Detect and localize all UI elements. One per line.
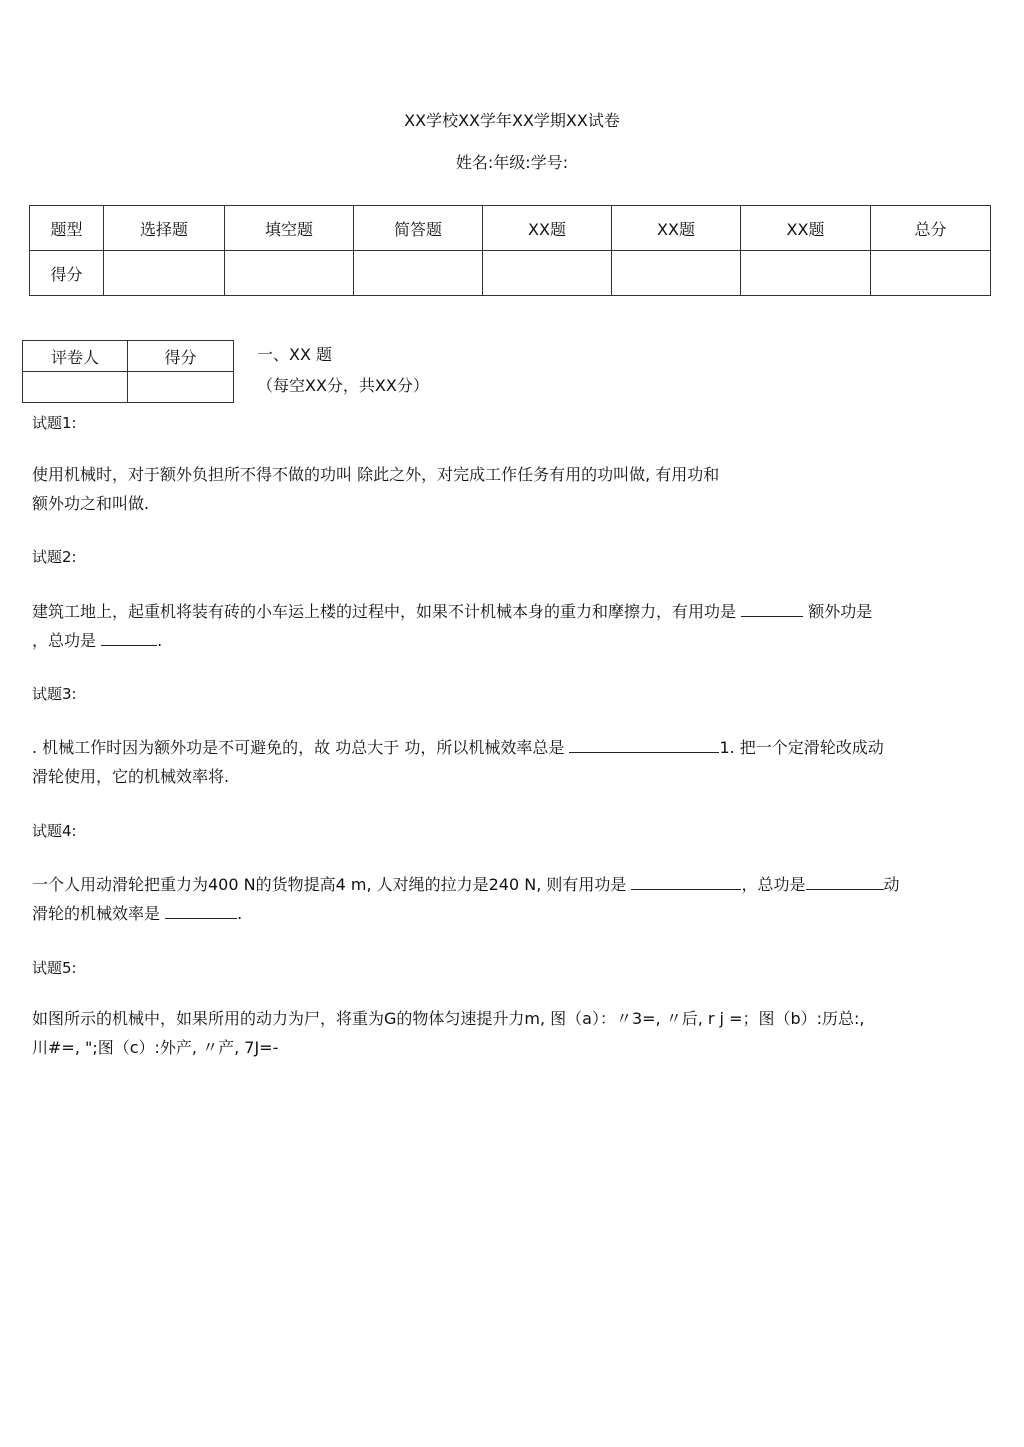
question-fragment: ，总功是 [741, 875, 806, 894]
question-line [32, 626, 992, 655]
score-header-cell: 填空题 [225, 206, 354, 251]
section-note: （每空XX分，共XX分） [257, 376, 429, 395]
question-fragment: . 机械工作时因为额外功是不可避免的，故 功总大于 功，所以机械效率总是 [32, 738, 565, 757]
question-text [32, 733, 992, 791]
question-label: 试题1: [32, 414, 77, 432]
question-label: 试题4: [32, 822, 77, 840]
score-header-cell: 简答题 [354, 206, 483, 251]
question-line [32, 733, 992, 762]
answer-blank[interactable] [569, 734, 719, 753]
grader-score-header: 得分 [128, 341, 234, 372]
answer-blank[interactable] [165, 900, 237, 919]
question-text [32, 460, 992, 518]
score-table [29, 205, 991, 296]
score-cell[interactable] [612, 251, 741, 296]
question-fragment: 1. 把一个定滑轮改成动 [719, 738, 884, 757]
question-fragment: . [157, 631, 163, 650]
score-cell[interactable] [483, 251, 612, 296]
question-fragment: 额外功是 [808, 602, 873, 621]
score-cell[interactable] [741, 251, 871, 296]
question-text [32, 870, 992, 928]
section-heading: 一、XX 题 [257, 345, 333, 364]
question-fragment: 一个人用动滑轮把重力为400 N的货物提高4 m, 人对绳的拉力是240 N, 则有用功是 [32, 875, 627, 894]
question-fragment: . [237, 904, 243, 923]
answer-blank[interactable] [806, 871, 884, 890]
grader-score-cell[interactable] [128, 372, 234, 403]
student-info-line: 姓名:年级:学号: [455, 153, 569, 172]
score-header-cell: 题型 [30, 206, 104, 251]
score-table-header-row [30, 206, 991, 251]
score-header-cell: 选择题 [104, 206, 225, 251]
exam-title: XX学校XX学年XX学期XX试卷 [404, 111, 620, 130]
question-line: 川#=, ";图（c）:外产, 〃产, 7J=- [32, 1038, 279, 1057]
score-cell[interactable] [871, 251, 991, 296]
answer-blank[interactable] [101, 627, 157, 646]
question-line: 使用机械时，对于额外负担所不得不做的功叫 除此之外，对完成工作任务有用的功叫做, 有用功和 [32, 465, 720, 484]
score-header-cell: XX题 [612, 206, 741, 251]
question-label: 试题5: [32, 959, 77, 977]
question-text [32, 597, 992, 655]
grader-cell[interactable] [23, 372, 128, 403]
question-line [32, 870, 992, 899]
question-fragment: 滑轮的机械效率是 [32, 904, 161, 923]
answer-blank[interactable] [741, 598, 803, 617]
score-header-cell: XX题 [741, 206, 871, 251]
question-line: 如图所示的机械中，如果所用的动力为尸，将重为G的物体匀速提升力m, 图（a）：〃3=, 〃后, r j =；图（b）:历总:, [32, 1009, 865, 1028]
grader-table [22, 340, 234, 403]
score-header-cell: 总分 [871, 206, 991, 251]
question-line [32, 899, 992, 928]
question-line: 滑轮使用，它的机械效率将. [32, 767, 230, 786]
question-fragment: 动 [883, 875, 900, 894]
question-fragment: 建筑工地上，起重机将装有砖的小车运上楼的过程中，如果不计机械本身的重力和摩擦力，有用功是 [32, 602, 737, 621]
question-line: 额外功之和叫做. [32, 494, 150, 513]
score-cell[interactable] [225, 251, 354, 296]
question-line [32, 597, 992, 626]
score-table-score-row [30, 251, 991, 296]
question-fragment: ，总功是 [32, 631, 97, 650]
question-label: 试题2: [32, 548, 77, 566]
score-row-label: 得分 [30, 251, 104, 296]
answer-blank[interactable] [631, 871, 741, 890]
question-text [32, 1004, 992, 1062]
question-label: 试题3: [32, 685, 77, 703]
grader-header: 评卷人 [23, 341, 128, 372]
score-cell[interactable] [354, 251, 483, 296]
score-cell[interactable] [104, 251, 225, 296]
score-header-cell: XX题 [483, 206, 612, 251]
